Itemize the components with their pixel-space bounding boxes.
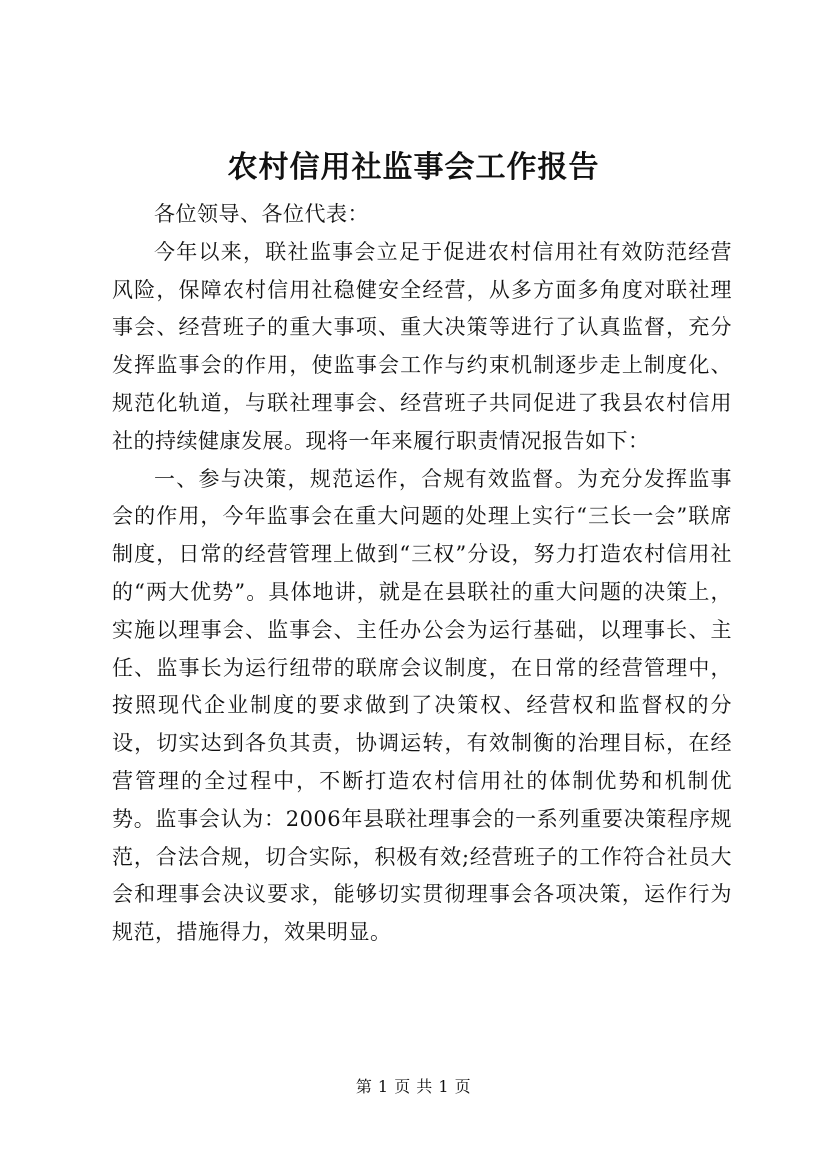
- document-body: [112, 196, 732, 952]
- document-title: 农村信用社监事会工作报告: [227, 150, 600, 185]
- paragraph-section-one: 一、参与决策，规范运作，合规有效监督。为充分发挥监事会的作用，今年监事会在重大问题的处理上实行“三长一会”联席制度，日常的经营管理上做到“三权”分设，努力打造农村信用社的“两大优势”。具体地讲，就是在县联社的重大问题的决策上，实施以理事会、监事会、主任办公会为运行基础，以理事长、主任、监事长为运行纽带的联席会议制度，在日常的经营管理中，按照现代企业制度的要求做到了决策权、经营权和监督权的分设，切实达到各负其责，协调运转，有效制衡的治理目标，在经营管理的全过程中，不断打造农村信用社的体制优势和机制优势。监事会认为：2006年县联社理事会的一系列重要决策程序规范，合法合规，切合实际，积极有效;经营班子的工作符合社员大会和理事会决议要求，能够切实贯彻理事会各项决策，运作行为规范，措施得力，效果明显。: [112, 466, 732, 945]
- paragraph-intro: 今年以来，联社监事会立足于促进农村信用社有效防范经营风险，保障农村信用社稳健安全经营，从多方面多角度对联社理事会、经营班子的重大事项、重大决策等进行了认真监督，充分发挥监事会的作用，使监事会工作与约束机制逐步走上制度化、规范化轨道，与联社理事会、经营班子共同促进了我县农村信用社的持续健康发展。现将一年来履行职责情况报告如下：: [112, 239, 732, 453]
- page-number-footer: 第 1 页 共 1 页: [355, 1077, 472, 1096]
- salutation: 各位领导、各位代表：: [154, 202, 369, 226]
